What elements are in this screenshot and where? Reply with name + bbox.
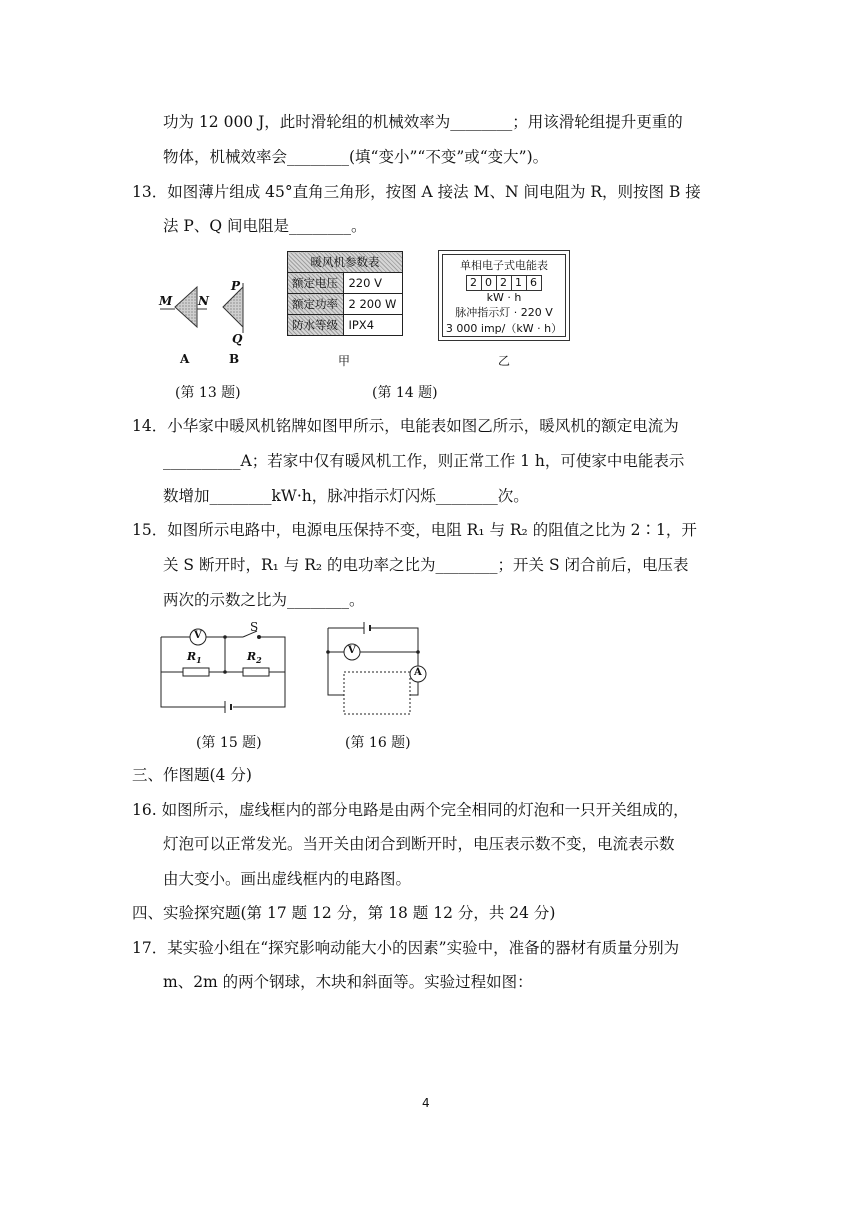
voltmeter-label: V <box>194 630 202 641</box>
label-p: P <box>231 279 241 293</box>
table-value: 220 V <box>344 273 403 294</box>
wire <box>370 628 418 666</box>
meter-imp-line: 3 000 imp/（kW · h） <box>445 322 563 335</box>
question-15-line1: 15．如图所示电路中，电源电压保持不变，电阻 R₁ 与 R₂ 的阻值之比为 2∶1，开 <box>132 521 697 539</box>
question-15-line3: 两次的示数之比为________。 <box>163 591 365 609</box>
heater-parameter-table <box>287 251 403 336</box>
meter-unit: kW · h <box>486 291 522 304</box>
voltmeter-label: V <box>348 645 356 656</box>
table-key: 额定功率 <box>288 294 344 315</box>
meter-digit: 2 <box>496 275 512 291</box>
question-17-line2: m、2m 的两个钢球，木块和斜面等。实验过程如图： <box>163 973 533 991</box>
question-13-line2: 法 P、Q 间电阻是________。 <box>163 217 367 235</box>
question-15-line2: 关 S 断开时，R₁ 与 R₂ 的电功率之比为________；开关 S 闭合前后，电压表 <box>163 556 689 574</box>
question-14-line2: __________A；若家中仅有暖风机工作，则正常工作 1 h，可使家中电能表示 <box>163 452 685 470</box>
text-line: 功为 12 000 J，此时滑轮组的机械效率为________；用该滑轮组提升更重的 <box>163 113 683 131</box>
junction-dot <box>326 650 330 654</box>
question-16-line3: 由大变小。画出虚线框内的电路图。 <box>163 870 412 888</box>
caption-14: (第 14 题) <box>372 385 438 401</box>
label-jia: 甲 <box>338 354 351 368</box>
table-row <box>288 294 403 315</box>
meter-digit: 2 <box>466 275 482 291</box>
ammeter-label: A <box>414 667 422 678</box>
table-row <box>288 315 403 336</box>
energy-meter-panel <box>442 254 566 337</box>
wire <box>328 628 344 695</box>
caption-13: (第 13 题) <box>175 385 241 401</box>
resistor-r1-label: $R_1$ <box>187 650 202 666</box>
label-yi: 乙 <box>498 354 511 368</box>
dashed-box <box>344 672 410 714</box>
meter-digit: 6 <box>526 275 542 291</box>
meter-pulse-line: 脉冲指示灯 · 220 V <box>455 306 553 319</box>
caption-15: (第 15 题) <box>196 735 262 751</box>
question-14-line3: 数增加________kW·h，脉冲指示灯闪烁________次。 <box>163 487 529 505</box>
question-13-line1: 13．如图薄片组成 45°直角三角形，按图 A 接法 M、N 间电阻为 R，则按图 B 接 <box>132 183 701 201</box>
table-value: IPX4 <box>344 315 403 336</box>
section-3-heading: 三、作图题(4 分) <box>132 766 252 784</box>
triangle-b <box>223 287 243 327</box>
junction-dot <box>223 670 227 674</box>
figure-16-circuit <box>320 620 440 720</box>
table-key: 防水等级 <box>288 315 344 336</box>
table-row <box>288 273 403 294</box>
switch-contact <box>258 636 261 639</box>
energy-meter <box>438 250 570 341</box>
label-n: N <box>198 294 209 308</box>
figure-15-circuit <box>155 622 295 717</box>
table-title: 暖风机参数表 <box>288 252 403 273</box>
label-a: A <box>180 352 190 366</box>
resistor-r2-label: $R_2$ <box>247 650 262 666</box>
question-16-line1: 16. 如图所示，虚线框内的部分电路是由两个完全相同的灯泡和一只开关组成的， <box>132 801 689 819</box>
triangle-a <box>175 287 197 327</box>
table-value: 2 200 W <box>344 294 403 315</box>
page-number: 4 <box>422 1096 430 1110</box>
switch-label: S <box>250 620 259 634</box>
meter-title: 单相电子式电能表 <box>460 259 548 272</box>
meter-digits <box>443 275 565 291</box>
question-16-line2: 灯泡可以正常发光。当开关由闭合到断开时，电压表示数不变，电流表示数 <box>163 835 675 853</box>
label-b: B <box>229 352 240 366</box>
question-14-line1: 14．小华家中暖风机铭牌如图甲所示，电能表如图乙所示，暖风机的额定电流为 <box>132 417 679 435</box>
label-m: M <box>159 294 173 308</box>
question-17-line1: 17．某实验小组在“探究影响动能大小的因素”实验中，准备的器材有质量分别为 <box>132 939 680 957</box>
meter-digit: 0 <box>481 275 497 291</box>
wire <box>410 682 418 695</box>
text-line: 物体，机械效率会________(填“变小”“不变”或“变大”)。 <box>163 148 549 166</box>
table-key: 额定电压 <box>288 273 344 294</box>
resistor-r1 <box>183 668 209 676</box>
resistor-r2 <box>243 668 269 676</box>
section-4-heading: 四、实验探究题(第 17 题 12 分，第 18 题 12 分，共 24 分) <box>132 904 556 922</box>
junction-dot <box>416 650 420 654</box>
caption-16: (第 16 题) <box>345 735 411 751</box>
meter-digit: 1 <box>511 275 527 291</box>
label-q: Q <box>232 332 243 346</box>
junction-dot <box>223 635 227 639</box>
